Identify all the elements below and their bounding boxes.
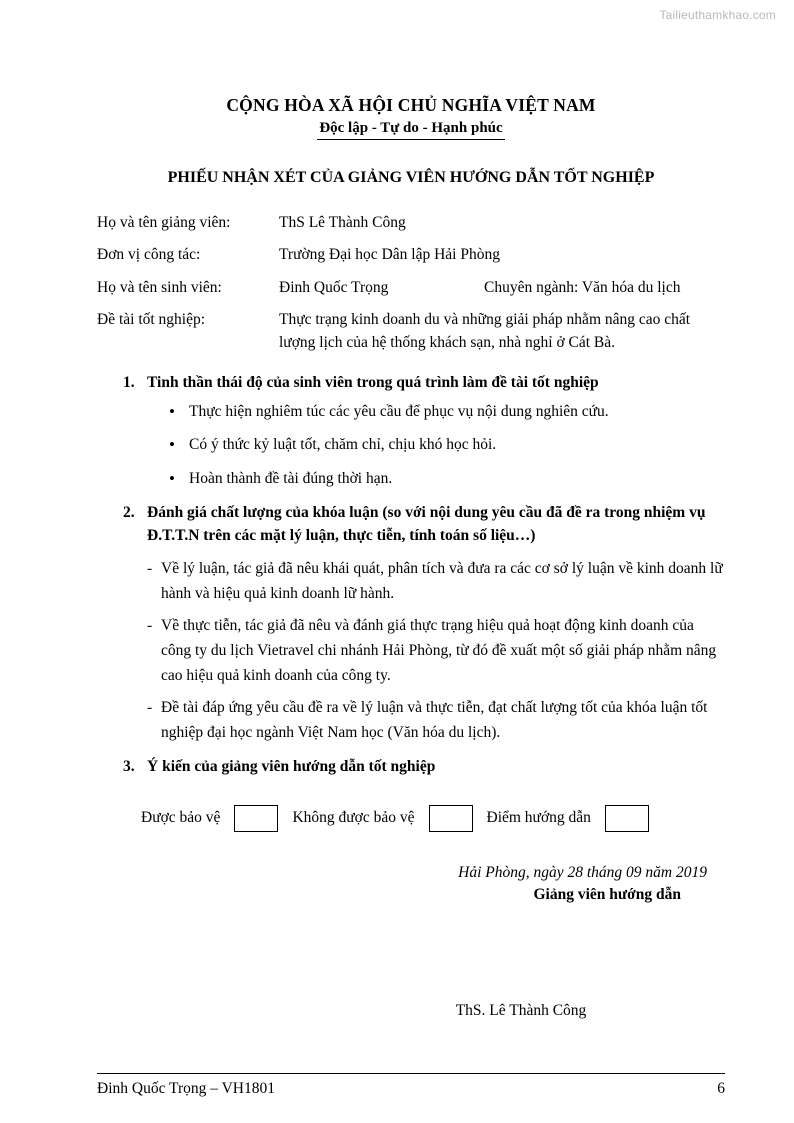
section-2-number: 2.	[123, 504, 135, 521]
nation-title: CỘNG HÒA XÃ HỘI CHỦ NGHĨA VIỆT NAM	[226, 95, 596, 115]
signature-date: Hải Phòng, ngày 28 tháng 09 năm 2019	[458, 863, 707, 881]
page-footer	[97, 1073, 725, 1098]
signature-name: ThS. Lê Thành Công	[455, 1001, 587, 1019]
footer-left-text: Đinh Quốc Trọng – VH1801	[97, 1080, 275, 1097]
section-3-number: 3.	[123, 758, 135, 776]
workplace-value: Trường Đại học Dân lập Hải Phòng	[279, 246, 500, 264]
approve-checkbox[interactable]	[234, 805, 278, 832]
list-item: - Về thực tiễn, tác giả đã nêu và đánh giá thực trạng hiệu quả hoạt động kinh doanh của công ty du lịch Vietravel chi nhánh Hải Phòng, từ đó đề xuất một số giải pháp nhằm nâng cao hiệu quả kinh doanh của công ty.	[97, 613, 725, 688]
lecturer-value: ThS Lê Thành Công	[279, 214, 406, 231]
thesis-line-2: lượng lịch của hệ thống khách sạn, nhà nghỉ ở Cát Bà.	[279, 333, 616, 351]
section-3-title: Ý kiến của giảng viên hướng dẫn tốt nghiệp	[147, 758, 436, 776]
thesis-line-1: Thực trạng kinh doanh du và những giải pháp nhằm nâng cao chất	[279, 311, 691, 329]
info-table	[97, 209, 725, 361]
table-row	[97, 241, 725, 273]
signature-block	[97, 864, 725, 904]
section-1-number: 1.	[123, 374, 135, 392]
workplace-label: Đơn vị công tác:	[97, 246, 201, 264]
table-row	[97, 306, 725, 361]
table-row	[97, 209, 725, 241]
section-2-items	[97, 556, 725, 746]
section-1-bullets	[97, 401, 725, 490]
lecturer-label: Họ và tên giảng viên:	[97, 214, 231, 231]
list-item: • Hoàn thành đề tài đúng thời hạn.	[97, 468, 725, 490]
page-number: 6	[717, 1080, 725, 1097]
major-value: Chuyên ngành: Văn hóa du lịch	[484, 278, 681, 296]
section-2-title: Đánh giá chất lượng của khóa luận (so với nội dung yêu cầu đã đề ra trong nhiệm vụ Đ.T.T.N trên các mặt lý luận, thực tiễn, tính toán số liệu…)	[147, 504, 706, 545]
section-2-heading	[97, 501, 725, 548]
list-item: - Về lý luận, tác giả đã nêu khái quát, phân tích và đưa ra các cơ sở lý luận về kinh doanh lữ hành và hiệu quả kinh doanh lữ hành.	[97, 556, 725, 606]
reject-label: Không được bảo vệ	[292, 809, 415, 827]
decision-row	[97, 805, 725, 832]
list-item: • Thực hiện nghiêm túc các yêu cầu để phục vụ nội dung nghiên cứu.	[97, 401, 725, 423]
thesis-label: Đề tài tốt nghiệp:	[97, 311, 206, 329]
list-item: • Có ý thức kỷ luật tốt, chăm chỉ, chịu khó học hỏi.	[97, 434, 725, 456]
page-title: PHIẾU NHẬN XÉT CỦA GIẢNG VIÊN HƯỚNG DẪN TỐT NGHIỆP	[167, 169, 655, 186]
score-field[interactable]	[605, 805, 649, 832]
student-row	[279, 274, 725, 306]
student-label: Họ và tên sinh viên:	[97, 278, 222, 296]
document-content	[97, 95, 725, 1020]
table-row	[97, 274, 725, 306]
footer-divider	[97, 1073, 725, 1074]
thesis-value	[279, 306, 725, 361]
approve-label: Được bảo vệ	[141, 809, 221, 827]
watermark-text: Tailieuthamkhao.com	[659, 8, 776, 22]
header-block	[97, 95, 725, 140]
signature-role: Giảng viên hướng dẫn	[533, 885, 681, 903]
student-value: Đinh Quốc Trọng	[279, 278, 389, 296]
nation-motto: Độc lập - Tự do - Hạnh phúc	[317, 120, 504, 140]
list-item: - Đề tài đáp ứng yêu cầu đề ra về lý luận và thực tiễn, đạt chất lượng tốt của khóa luận tốt nghiệp đại học ngành Việt Nam học (Văn hóa du lịch).	[97, 695, 725, 745]
reject-checkbox[interactable]	[429, 805, 473, 832]
section-1-heading	[97, 371, 725, 394]
section-1-title: Tinh thần thái độ của sinh viên trong quá trình làm đề tài tốt nghiệp	[147, 374, 599, 392]
score-label: Điểm hướng dẫn	[486, 809, 591, 827]
section-3-heading	[97, 755, 725, 778]
